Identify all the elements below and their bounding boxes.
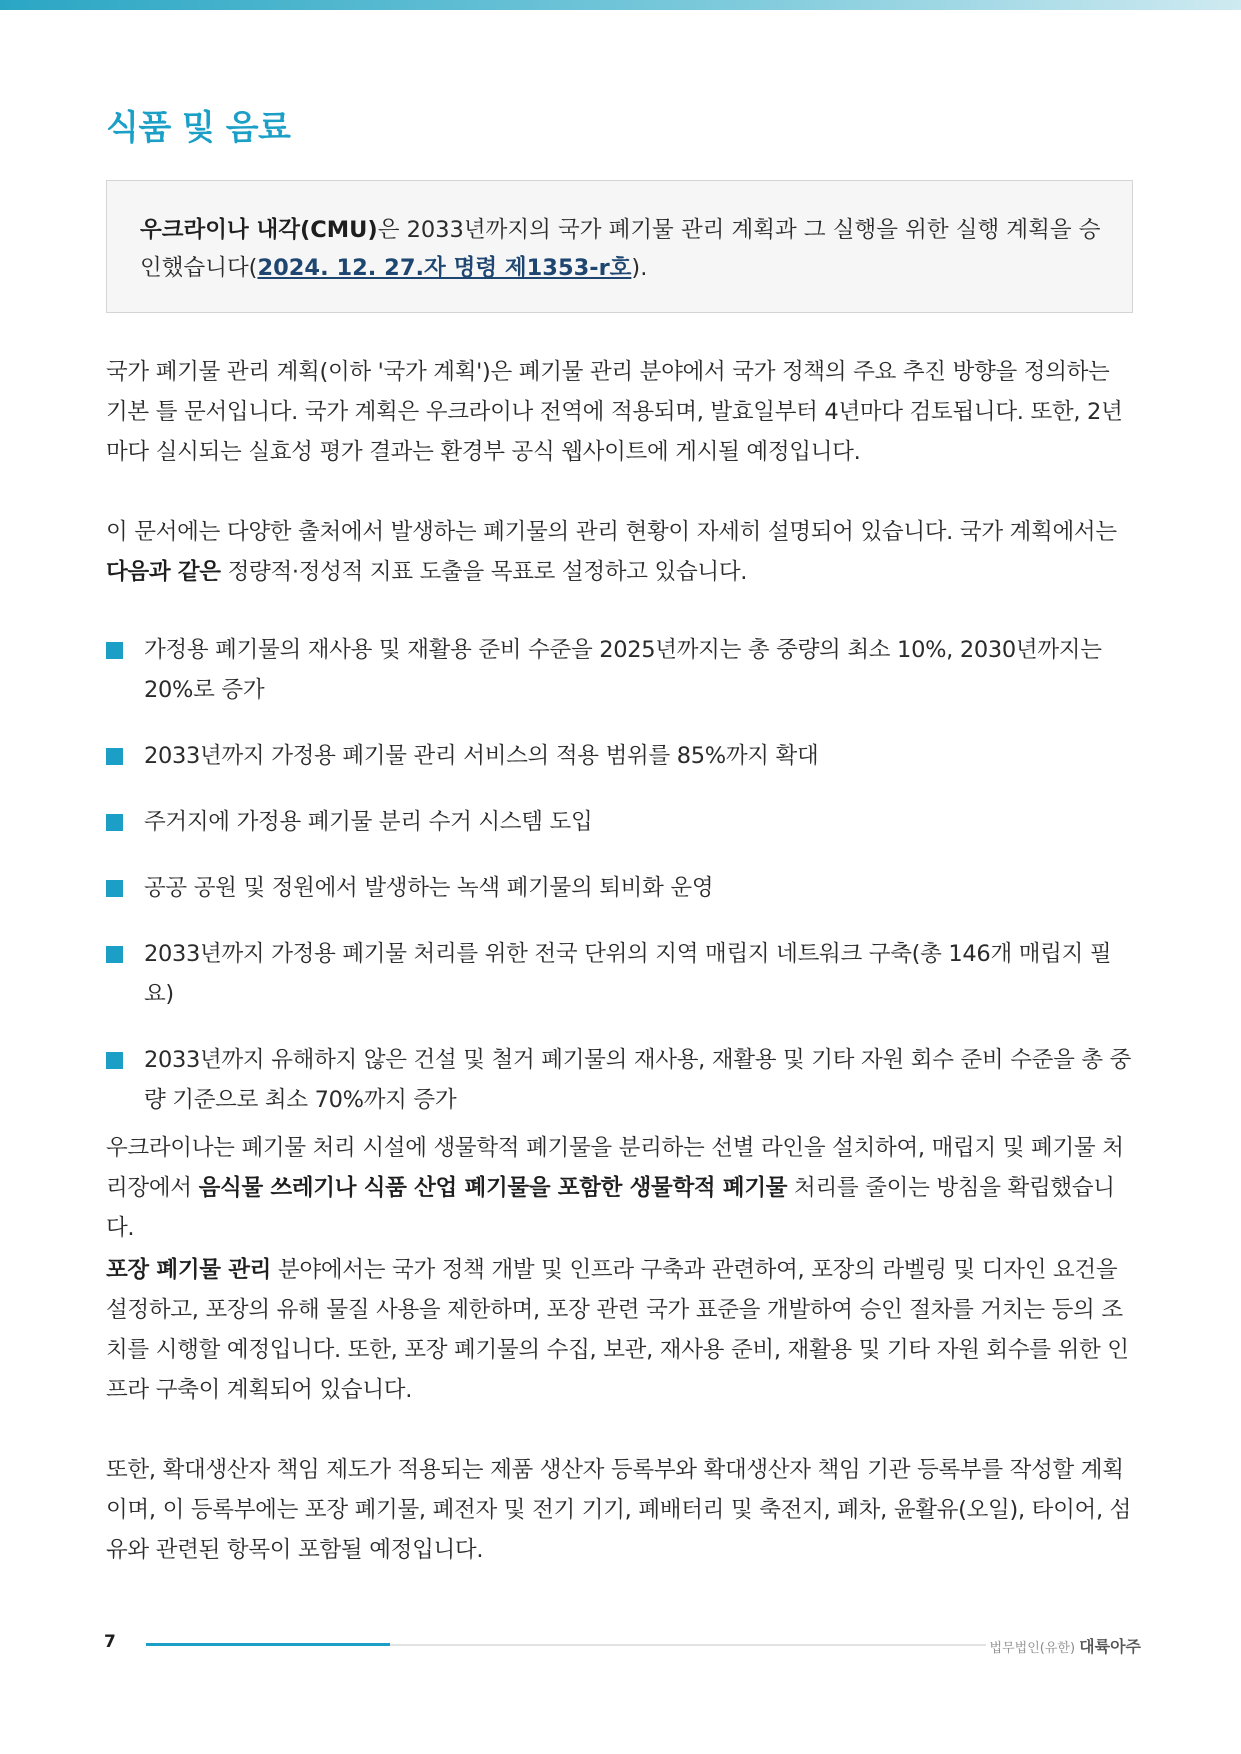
paragraph-indicators	[106, 512, 1134, 592]
paragraph-biowaste-text1: 우크라이나는 폐기물 처리 시설에 생물학적 폐기물을 분리하는 선별 라인을 설치하여, 매립지 및 폐기물 처리장에서	[106, 1135, 1124, 1201]
firm-name	[990, 1634, 1141, 1657]
bullet-square-icon	[106, 1052, 123, 1069]
list-item-text: 2033년까지 유해하지 않은 건설 및 철거 폐기물의 재사용, 재활용 및 기타 자원 회수 준비 수준을 총 중량 기준으로 최소 70%까지 증가	[144, 1047, 1132, 1113]
list-item-text: 2033년까지 가정용 폐기물 관리 서비스의 적용 범위를 85%까지 확대	[144, 743, 819, 769]
paragraph-packaging	[106, 1250, 1134, 1410]
bullet-square-icon	[106, 946, 123, 963]
section-title: 식품 및 음료	[106, 108, 291, 148]
list-item-text: 공공 공원 및 정원에서 발생하는 녹색 폐기물의 퇴비화 운영	[144, 875, 714, 901]
firm-prefix: 법무법인(유한)	[989, 1641, 1076, 1656]
notice-box	[106, 180, 1133, 313]
list-item	[106, 1040, 1134, 1120]
top-accent-bar	[0, 0, 1241, 10]
firm-brand: 대륙아주	[1079, 1637, 1141, 1656]
paragraph-biowaste-text2: 처리를 줄이는 방침을 확립했습니다.	[106, 1175, 1115, 1241]
paragraph-packaging-bold: 포장 폐기물 관리	[106, 1257, 272, 1283]
list-item-text: 가정용 폐기물의 재사용 및 재활용 준비 수준을 2025년까지는 총 중량의 최소 10%, 2030년까지는 20%로 증가	[144, 637, 1102, 703]
paragraph-indicators-text1: 이 문서에는 다양한 출처에서 발생하는 폐기물의 관리 현황이 자세히 설명되어 있습니다. 국가 계획에서는	[106, 519, 1117, 545]
notice-tail: ).	[631, 255, 648, 281]
list-item	[106, 868, 1134, 908]
paragraph-epr: 또한, 확대생산자 책임 제도가 적용되는 제품 생산자 등록부와 확대생산자 책임 기관 등록부를 작성할 계획이며, 이 등록부에는 포장 폐기물, 폐전자 및 전기 기기, 폐배터리 및 축전지, 폐차, 윤활유(오일), 타이어, 섬유와 관련된 항목이 포함될 예정입니다.	[106, 1457, 1132, 1563]
bullet-square-icon	[106, 880, 123, 897]
paragraph-packaging-text: 분야에서는 국가 정책 개발 및 인프라 구축과 관련하여, 포장의 라벨링 및 디자인 요건을 설정하고, 포장의 유해 물질 사용을 제한하며, 포장 관련 국가 표준을 개발하여 승인 절차를 거치는 등의 조치를 시행할 예정입니다. 또한, 포장 폐기물의 수집, 보관, 재사용 준비, 재활용 및 기타 자원 회수를 위한 인프라 구축이 계획되어 있습니다.	[106, 1257, 1129, 1403]
paragraph-national-plan: 국가 폐기물 관리 계획(이하 '국가 계획')은 폐기물 관리 분야에서 국가 정책의 주요 추진 방향을 정의하는 기본 틀 문서입니다. 국가 계획은 우크라이나 전역에 적용되며, 발효일부터 4년마다 검토됩니다. 또한, 2년마다 실시되는 실효성 평가 결과는 환경부 공식 웹사이트에 게시될 예정입니다.	[106, 359, 1123, 465]
order-reference-link[interactable]: 2024. 12. 27.자 명령 제1353-r호	[257, 255, 632, 281]
paragraph-biowaste-bold: 음식물 쓰레기나 식품 산업 폐기물을 포함한 생물학적 폐기물	[198, 1175, 788, 1201]
list-item	[106, 736, 1134, 776]
list-item	[106, 630, 1134, 710]
list-item-text: 2033년까지 가정용 폐기물 처리를 위한 전국 단위의 지역 매립지 네트워크 구축(총 146개 매립지 필요)	[144, 941, 1112, 1007]
paragraph-indicators-text2: 정량적·정성적 지표 도출을 목표로 설정하고 있습니다.	[220, 559, 748, 585]
page-number: 7	[104, 1632, 116, 1652]
paragraph-biowaste	[106, 1128, 1134, 1248]
notice-lead-text: 은 2033년까지의 국가 폐기물 관리 계획과 그 실행을 위한 실행 계획을 승인했습니다(	[140, 217, 1101, 281]
bullet-square-icon	[106, 748, 123, 765]
paragraph-indicators-bold: 다음과 같은	[106, 559, 221, 585]
list-item	[106, 802, 1134, 842]
bullet-square-icon	[106, 814, 123, 831]
bullet-square-icon	[106, 642, 123, 659]
list-item	[106, 934, 1134, 1014]
target-list	[106, 630, 1134, 1146]
list-item-text: 주거지에 가정용 폐기물 분리 수거 시스템 도입	[144, 809, 593, 835]
footer-divider-accent	[146, 1643, 390, 1646]
notice-lead-bold: 우크라이나 내각(CMU)	[140, 217, 378, 243]
